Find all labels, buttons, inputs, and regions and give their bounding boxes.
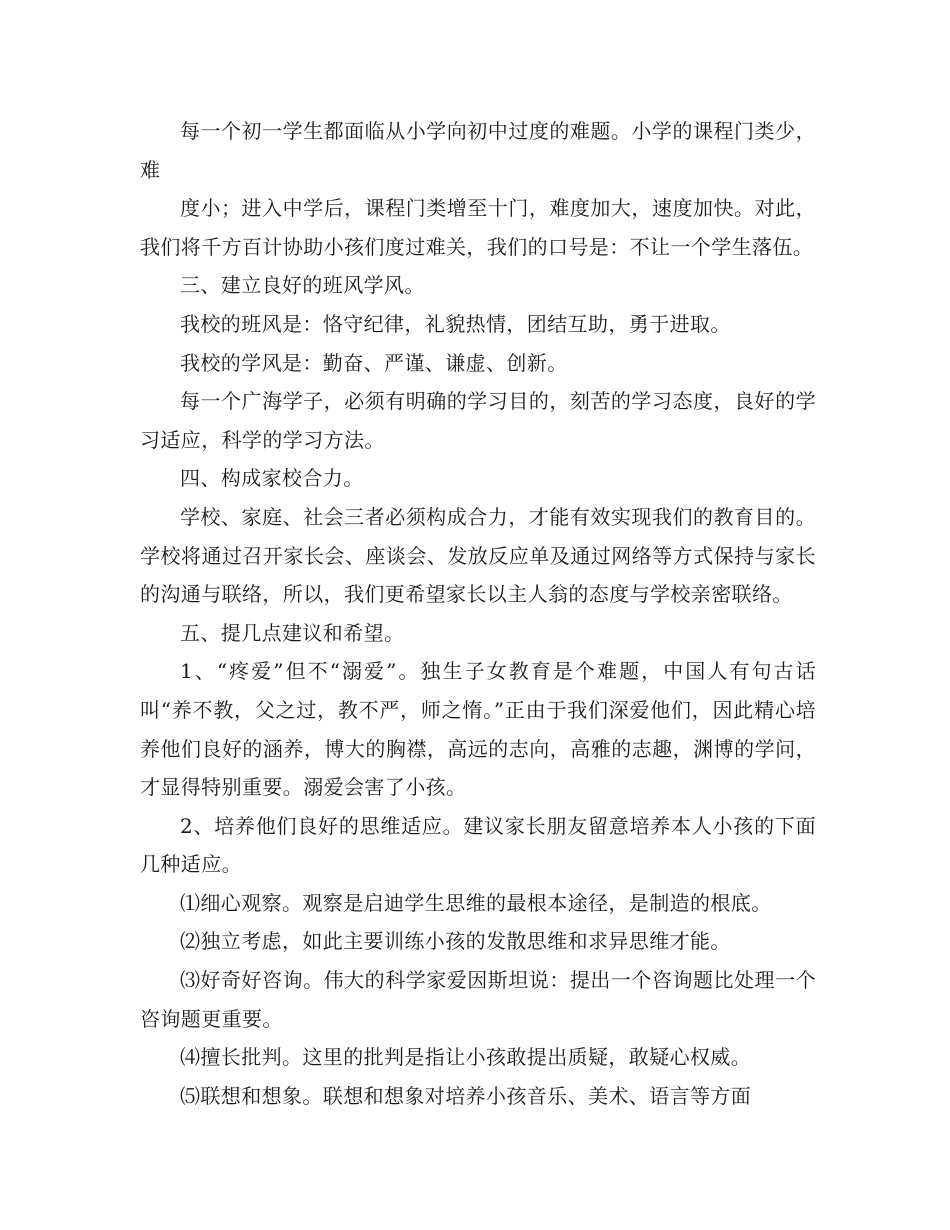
- list-item-observe: ⑴细心观察。观察是启迪学生思维的最根本途径，是制造的根底。: [180, 890, 772, 915]
- list-item-critique: ⑷擅长批判。这里的批判是指让小孩敢提出质疑，敢疑心权威。: [180, 1045, 752, 1070]
- paragraph-study-motto: 我校的学风是：勤奋、严谨、谦虚、创新。: [180, 350, 568, 375]
- heading-home-school: 四、构成家校合力。: [180, 466, 364, 491]
- paragraph-home-school: 学校、家庭、社会三者必须构成合力，才能有效实现我们的教育目的。学校将通过召开家长会、座谈会、发放反应单及通过网络等方式保持与家长的沟通与联络，所以，我们更希望家长以主人翁的态度与学校亲密联络。: [140, 504, 816, 607]
- paragraph-student-goals: 每一个广海学子，必须有明确的学习目的，刻苦的学习态度，良好的学习适应，科学的学习方法。: [140, 389, 816, 452]
- heading-suggestions: 五、提几点建议和希望。: [180, 620, 405, 645]
- heading-class-style: 三、建立良好的班风学风。: [180, 273, 425, 298]
- document-body: [140, 112, 816, 1115]
- list-item-imagine: ⑸联想和想象。联想和想象对培养小孩音乐、美术、语言等方面: [180, 1083, 752, 1108]
- paragraph-suggestion-1: 1、“疼爱”但不“溺爱”。独生子女教育是个难题，中国人有句古话叫“养不教，父之过，教不严，师之惰。”正由于我们深爱他们，因此精心培养他们良好的涵养，博大的胸襟，高远的志向，高雅的志趣，渊博的学问，才显得特别重要。溺爱会害了小孩。: [140, 659, 816, 800]
- list-item-think: ⑵独立考虑，如此主要训练小孩的发散思维和求异思维才能。: [180, 929, 731, 954]
- paragraph-class-motto: 我校的班风是：恪守纪律，礼貌热情，团结互助，勇于进取。: [180, 311, 731, 336]
- list-item-curious: ⑶好奇好咨询。伟大的科学家爱因斯坦说：提出一个咨询题比处理一个咨询题更重要。: [140, 968, 816, 1031]
- paragraph-transition-detail: 度小；进入中学后，课程门类增至十门，难度加大，速度加快。对此，我们将千方百计协助小孩们度过难关，我们的口号是：不让一个学生落伍。: [140, 196, 816, 259]
- paragraph-transition-intro: 每一个初一学生都面临从小学向初中过度的难题。小学的课程门类少，难: [140, 119, 816, 182]
- paragraph-suggestion-2: 2、培养他们良好的思维适应。建议家长朋友留意培养本人小孩的下面几种适应。: [140, 813, 816, 877]
